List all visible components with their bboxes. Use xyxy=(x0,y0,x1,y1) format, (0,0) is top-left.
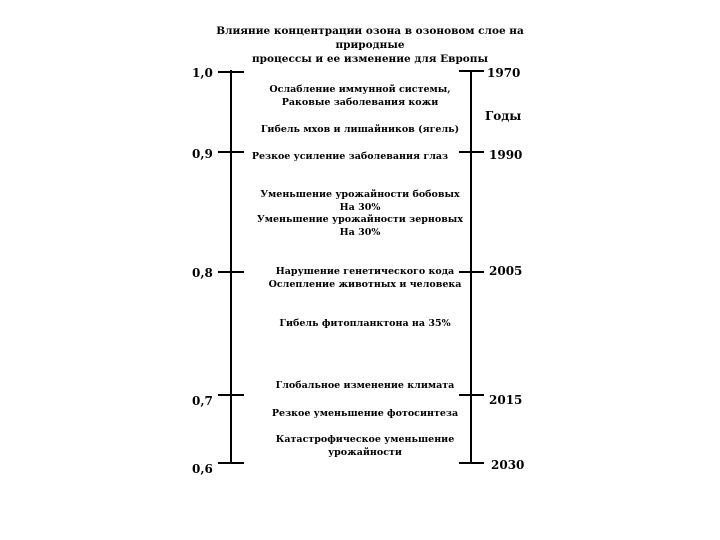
year-label-2030: 2030 xyxy=(491,458,525,472)
effect-crops xyxy=(255,189,465,239)
year-label-1970: 1970 xyxy=(487,66,521,80)
left-label-0-9: 0,9 xyxy=(192,147,213,161)
year-label-2005: 2005 xyxy=(489,264,523,278)
left-label-0-8: 0,8 xyxy=(192,266,213,280)
left-label-1-0: 1,0 xyxy=(192,66,213,80)
left-label-0-7: 0,7 xyxy=(192,394,213,408)
effect-text: Катастрофическое уменьшение xyxy=(275,434,455,445)
years-unit-label: Годы xyxy=(485,109,522,123)
effect-photosynthesis xyxy=(260,408,470,421)
effect-text: Уменьшение урожайности зерновых xyxy=(256,214,463,225)
effect-text: Гибель мхов и лишайников (ягель) xyxy=(260,124,460,135)
effect-immune xyxy=(260,84,460,109)
effect-harvest xyxy=(260,434,470,459)
effect-genetic xyxy=(260,266,470,291)
title-line-2: процессы и ее изменение для Европы xyxy=(251,53,489,65)
effect-text: На 30% xyxy=(339,201,381,213)
effect-text: Гибель фитопланктона на 35% xyxy=(279,318,451,329)
effect-eyes xyxy=(250,151,450,164)
effect-text: урожайности xyxy=(328,446,402,458)
effect-text: Резкое уменьшение фотосинтеза xyxy=(271,408,459,419)
effect-climate xyxy=(260,380,470,393)
effect-text: Резкое усиление заболевания глаз xyxy=(251,151,449,162)
effect-text: Уменьшение урожайности бобовых xyxy=(260,189,460,200)
effect-text: Раковые заболевания кожи xyxy=(281,96,439,108)
effect-text: На 30% xyxy=(339,226,381,238)
effect-text: Ослабление иммунной системы, xyxy=(269,84,451,95)
effect-text: Ослепление животных и человека xyxy=(268,278,462,290)
left-label-0-6: 0,6 xyxy=(192,462,213,476)
effect-text: Глобальное изменение климата xyxy=(275,380,455,391)
year-label-2015: 2015 xyxy=(489,393,523,407)
year-label-1990: 1990 xyxy=(489,148,523,162)
effect-text: Нарушение генетического кода xyxy=(275,266,455,277)
title-line-1: Влияние концентрации озона в озоновом слое на природные xyxy=(216,25,524,51)
effect-moss xyxy=(255,124,465,137)
effect-plankton xyxy=(260,318,470,331)
